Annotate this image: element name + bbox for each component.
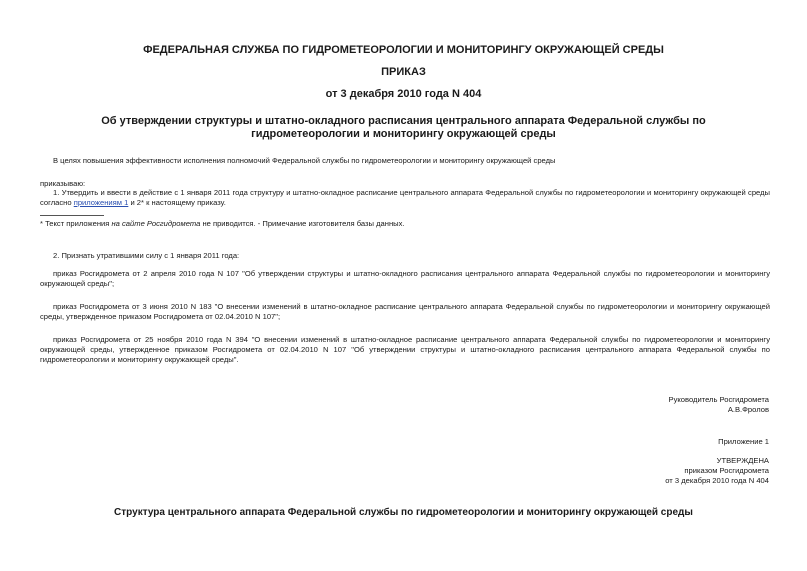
footnote-site: на сайте Росгидромета	[111, 219, 201, 228]
doc-subject: Об утверждении структуры и штатно-окладного расписания центрального аппарата Федеральной службы по гидрометеорологии и мониторингу окружающей среды	[101, 115, 706, 140]
appendix-date: от 3 декабря 2010 года N 404	[665, 476, 769, 485]
appendix-approved: УТВЕРЖДЕНА	[716, 456, 769, 465]
doc-date-number: от 3 декабря 2010 года N 404	[325, 88, 482, 100]
preamble: В целях повышения эффективности исполнения полномочий Федеральной службы по гидрометеорологии и мониторингу окружающей среды	[53, 156, 556, 165]
signature-name: А.В.Фролов	[727, 405, 769, 414]
item-2: 2. Признать утратившими силу с 1 января 2011 года:	[53, 251, 240, 260]
item-1	[40, 188, 770, 208]
doc-type: ПРИКАЗ	[381, 66, 426, 78]
revoked-order-c: приказ Росгидромета от 25 ноября 2010 года N 394 "О внесении изменений в штатно-окладное расписание центрального аппарата Федеральной службы по гидрометеорологии и мониторингу окружающей среды, утвержденное приказом Росгидромета от 02.04.2010 N 107 "Об утверждении структуры и штатно-окладного расписания центрального аппарата Федеральной службы по гидрометеорологии и мониторингу окружающей среды".	[40, 335, 770, 364]
agency-title: ФЕДЕРАЛЬНАЯ СЛУЖБА ПО ГИДРОМЕТЕОРОЛОГИИ И МОНИТОРИНГУ ОКРУЖАЮЩЕЙ СРЕДЫ	[143, 44, 664, 56]
structure-title: Структура центрального аппарата Федеральной службы по гидрометеорологии и мониторингу окружающей среды	[114, 507, 693, 518]
footnote: * Текст приложения на сайте Росгидромета не приводится. - Примечание изготовителя базы данных.	[40, 219, 405, 228]
item-1-text: 1. Утвердить и ввести в действие с 1 января 2011 года структуру и штатно-окладное расписание центрального аппарата Федеральной службы по гидрометеорологии и мониторингу окружающей среды согласно	[40, 188, 770, 207]
item-1-end: и 2* к настоящему приказу.	[128, 198, 226, 207]
appendix-by-order: приказом Росгидромета	[684, 466, 769, 475]
appendix-label: Приложение 1	[718, 437, 769, 446]
revoked-order-b: приказ Росгидромета от 3 июня 2010 N 183 "О внесении изменений в штатно-окладное расписание центрального аппарата Федеральной службы по гидрометеорологии и мониторингу окружающей среды, утвержденное приказом Росгидромета от 02.04.2010 N 107";	[40, 302, 770, 321]
revoked-order-a: приказ Росгидромета от 2 апреля 2010 года N 107 "Об утверждении структуры и штатно-окладного расписания центрального аппарата Федеральной службы по гидрометеорологии и мониторингу окружающей среды";	[40, 269, 770, 288]
signature-position: Руководитель Росгидромета	[668, 395, 769, 404]
appendix-1-link[interactable]: приложениям 1	[73, 198, 129, 207]
order-word: приказываю:	[40, 179, 86, 188]
footnote-divider	[40, 215, 104, 216]
